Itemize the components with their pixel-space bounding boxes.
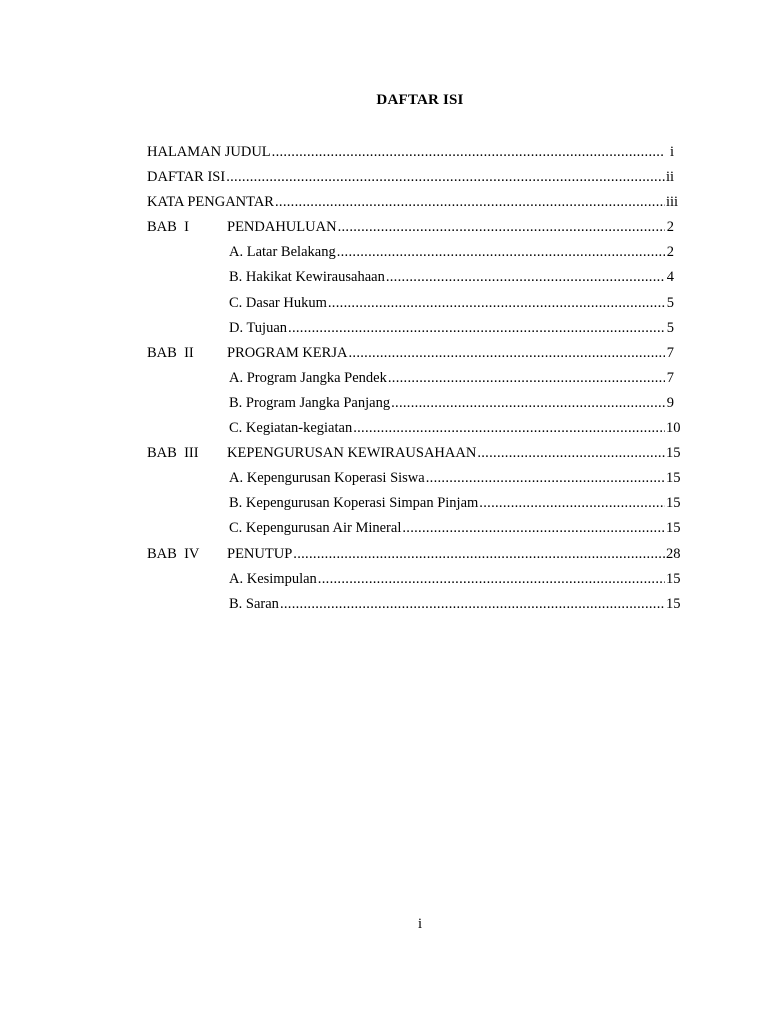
- toc-leader-dots: [272, 142, 665, 162]
- toc-leader-dots: [288, 318, 665, 338]
- toc-label: HALAMAN JUDUL: [147, 144, 271, 160]
- toc-leader-dots: [386, 267, 665, 287]
- toc-label: D. Tujuan: [229, 319, 288, 336]
- toc-row: [147, 167, 674, 192]
- toc-chapter-number: BAB I: [147, 219, 189, 236]
- toc-page-number: iii: [666, 194, 679, 211]
- toc-leader-dots: [479, 493, 665, 513]
- toc-page-number: 9: [666, 394, 674, 411]
- toc-leader-dots: [318, 569, 665, 589]
- toc-page-number: 2: [666, 219, 674, 236]
- toc-leader-dots: [293, 544, 665, 564]
- toc-chapter-row: [147, 443, 681, 468]
- toc-label: KEPENGURUSAN KEWIRAUSAHAAN: [227, 445, 477, 462]
- toc-page-number: ii: [666, 169, 675, 186]
- toc-page-number: 28: [666, 545, 681, 562]
- toc-page-number: 15: [666, 570, 681, 587]
- toc-page-number: 15: [666, 520, 681, 537]
- toc-leader-dots: [402, 518, 665, 538]
- toc-leader-dots: [275, 192, 665, 212]
- toc-label: C. Dasar Hukum: [229, 294, 327, 311]
- page-title: DAFTAR ISI: [376, 92, 464, 108]
- toc-label: A. Program Jangka Pendek: [229, 369, 387, 386]
- table-of-contents: [147, 142, 681, 619]
- toc-label: PENUTUP: [227, 545, 293, 562]
- toc-leader-dots: [337, 242, 665, 262]
- toc-leader-dots: [226, 167, 665, 187]
- toc-page-number: 7: [666, 369, 674, 386]
- toc-page-number: 15: [666, 495, 681, 512]
- page-number-footer: i: [417, 916, 423, 932]
- toc-label: KATA PENGANTAR: [147, 194, 274, 211]
- toc-label: C. Kegiatan-kegiatan: [229, 420, 353, 437]
- toc-label: PENDAHULUAN: [227, 219, 337, 236]
- toc-label: A. Latar Belakang: [229, 244, 336, 261]
- toc-row: [147, 293, 674, 318]
- toc-row: [147, 192, 679, 217]
- toc-label: DAFTAR ISI: [147, 169, 226, 186]
- toc-leader-dots: [280, 594, 665, 614]
- toc-page-number: 10: [666, 420, 681, 437]
- toc-row: [147, 318, 674, 343]
- toc-page-number: 15: [666, 445, 681, 462]
- toc-label: B. Hakikat Kewirausahaan: [229, 269, 385, 286]
- toc-chapter-row: [147, 343, 674, 368]
- toc-page-number: 7: [666, 344, 674, 361]
- toc-leader-dots: [391, 393, 665, 413]
- toc-label: A. Kesimpulan: [229, 570, 317, 587]
- toc-row: [147, 493, 681, 518]
- toc-label: B. Kepengurusan Koperasi Simpan Pinjam: [229, 495, 479, 512]
- toc-label: C. Kepengurusan Air Mineral: [229, 520, 402, 537]
- toc-chapter-row: [147, 544, 681, 569]
- toc-leader-dots: [426, 468, 665, 488]
- toc-row: [147, 142, 674, 167]
- toc-row: [147, 368, 674, 393]
- toc-label: A. Kepengurusan Koperasi Siswa: [229, 470, 425, 487]
- toc-row: [147, 242, 674, 267]
- toc-page-number: 15: [666, 470, 681, 487]
- toc-chapter-number: BAB IV: [147, 545, 200, 562]
- toc-row: [147, 393, 674, 418]
- toc-row: [147, 468, 681, 493]
- toc-label: B. Saran: [229, 595, 279, 612]
- toc-page-number: 4: [666, 269, 674, 286]
- toc-row: [147, 594, 681, 619]
- toc-chapter-row: [147, 217, 674, 242]
- toc-leader-dots: [348, 343, 665, 363]
- toc-label: PROGRAM KERJA: [227, 344, 348, 361]
- toc-page-number: 2: [666, 244, 674, 261]
- toc-row: [147, 418, 681, 443]
- toc-leader-dots: [338, 217, 665, 237]
- toc-label: B. Program Jangka Panjang: [229, 394, 391, 411]
- toc-row: [147, 518, 681, 543]
- toc-page-number: i: [669, 144, 674, 160]
- toc-leader-dots: [353, 418, 665, 438]
- toc-chapter-number: BAB II: [147, 344, 194, 361]
- toc-leader-dots: [388, 368, 665, 388]
- toc-leader-dots: [477, 443, 665, 463]
- toc-page-number: 5: [666, 319, 674, 336]
- toc-leader-dots: [328, 293, 665, 313]
- toc-page-number: 15: [666, 595, 681, 612]
- toc-row: [147, 569, 681, 594]
- toc-chapter-number: BAB III: [147, 445, 199, 462]
- toc-row: [147, 267, 674, 292]
- toc-page-number: 5: [666, 294, 674, 311]
